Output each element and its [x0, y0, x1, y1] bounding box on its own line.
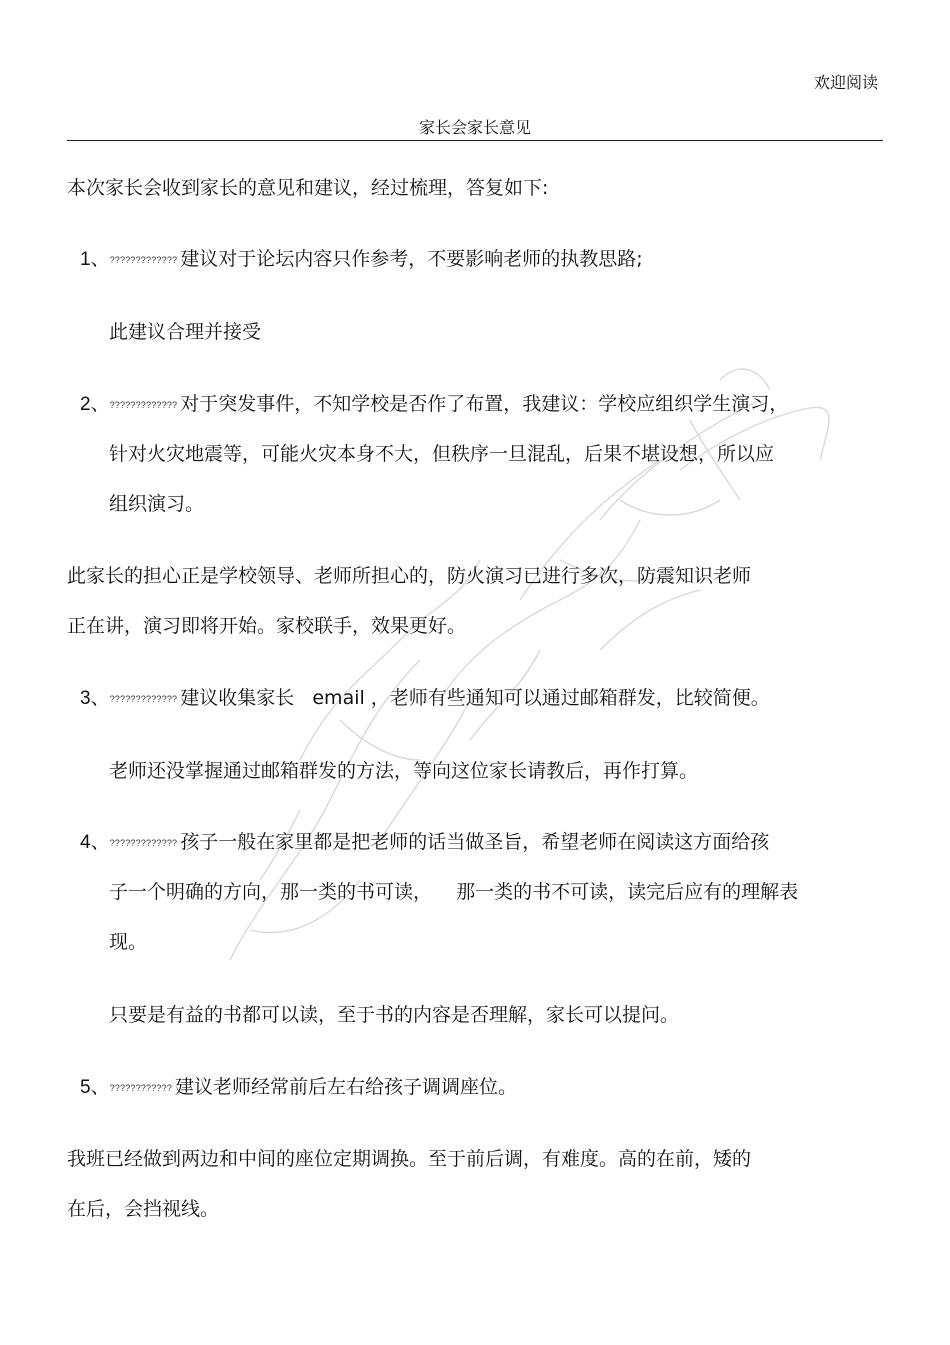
item-3-line-1: 建议收集家长 email ，老师有些通知可以通过邮箱群发，比较简便。	[180, 687, 770, 709]
item-1-line-1: 建议对于论坛内容只作参考，不要影响老师的执教思路;	[180, 248, 643, 270]
item-5-reply-line-1: 我班已经做到两边和中间的座位定期调换。至于前后调，有难度。高的在前，矮的	[67, 1148, 752, 1170]
item-2-garbled-text: ?????????????	[109, 400, 178, 410]
document-title: 家长会家长意见	[418, 118, 531, 137]
item-3-reply: 老师还没掌握通过邮箱群发的方法，等向这位家长请教后，再作打算。	[109, 760, 699, 782]
item-4-number: 4、	[80, 832, 110, 853]
item-2-reply-line-2: 正在讲，演习即将开始。家校联手，效果更好。	[67, 615, 467, 637]
item-1	[80, 247, 643, 272]
header-welcome-text: 欢迎阅读	[813, 73, 878, 92]
item-4-line-2: 子一个明确的方向，那一类的书可读， 那一类的书不可读，读完后应有的理解表	[109, 881, 799, 903]
item-2-reply-line-1: 此家长的担心正是学校领导、老师所担心的，防火演习已进行多次，防震知识老师	[67, 565, 752, 587]
item-4-reply: 只要是有益的书都可以读，至于书的内容是否理解，家长可以提问。	[109, 1004, 680, 1026]
item-2-line-3: 组织演习。	[109, 493, 205, 515]
intro-paragraph: 本次家长会收到家长的意见和建议，经过梳理，答复如下:	[67, 177, 549, 199]
title-divider	[67, 140, 883, 141]
item-5-garbled-text: ????????????	[109, 1083, 173, 1093]
item-5-reply-line-2: 在后，会挡视线。	[67, 1198, 220, 1220]
item-2-line-1: 对于突发事件，不知学校是否作了布置，我建议：学校应组织学生演习，	[180, 393, 789, 415]
item-4-line-1: 孩子一般在家里都是把老师的话当做圣旨，希望老师在阅读这方面给孩	[180, 831, 770, 853]
item-2	[80, 392, 788, 417]
item-3	[80, 686, 770, 711]
item-4-line-3: 现。	[109, 931, 148, 953]
item-1-number: 1、	[80, 249, 110, 270]
item-5	[80, 1075, 517, 1100]
item-2-number: 2、	[80, 394, 110, 415]
item-1-garbled-text: ?????????????	[109, 255, 178, 265]
item-1-reply: 此建议合理并接受	[109, 321, 262, 343]
item-5-number: 5、	[80, 1077, 110, 1098]
item-3-garbled-text: ?????????????	[109, 694, 178, 704]
item-3-number: 3、	[80, 688, 110, 709]
item-4-garbled-text: ?????????????	[109, 838, 178, 848]
item-5-line-1: 建议老师经常前后左右给孩子调调座位。	[175, 1076, 518, 1098]
item-2-line-2: 针对火灾地震等，可能火灾本身不大，但秩序一旦混乱，后果不堪设想，所以应	[109, 443, 775, 465]
item-4	[80, 830, 769, 855]
